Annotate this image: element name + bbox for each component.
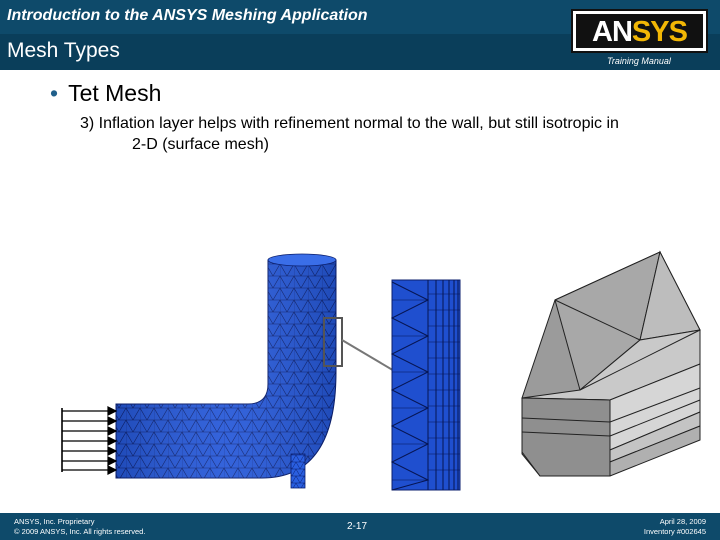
bullet-icon: • [50, 80, 59, 106]
ansys-logo: ANSYS [571, 9, 708, 53]
inflation-layer-zoom-panel [392, 280, 460, 490]
bullet-item [50, 80, 161, 107]
footer-copyright [14, 517, 145, 537]
footer-date-inventory [644, 517, 706, 537]
footer-inventory: Inventory #002645 [643, 527, 706, 536]
zoom-leader-line [342, 340, 396, 372]
presentation-title: Introduction to the ANSYS Meshing Application [7, 7, 368, 24]
point-line-1: 3) Inflation layer helps with refinement normal to the wall, but still isotropic in [80, 115, 619, 132]
zoom-selection-box [324, 318, 342, 366]
footer-rights: © 2009 ANSYS, Inc. All rights reserved. [14, 527, 146, 536]
footer-proprietary: ANSYS, Inc. Proprietary [14, 517, 95, 526]
footer-date: April 28, 2009 [659, 517, 706, 526]
prism-layer-wedge [522, 252, 700, 476]
point-text [80, 113, 700, 155]
elbow-pipe-mesh [116, 254, 336, 488]
inlet-flow-arrows [62, 407, 116, 474]
training-manual-label: Training Manual [607, 56, 671, 66]
point-line-2: 2-D (surface mesh) [132, 136, 269, 153]
page-number: 2-17 [347, 521, 368, 532]
footer-bar [0, 513, 720, 540]
header-bar [0, 0, 720, 70]
slide-title: Mesh Types [7, 39, 120, 62]
bullet-text: Tet Mesh [68, 80, 162, 106]
